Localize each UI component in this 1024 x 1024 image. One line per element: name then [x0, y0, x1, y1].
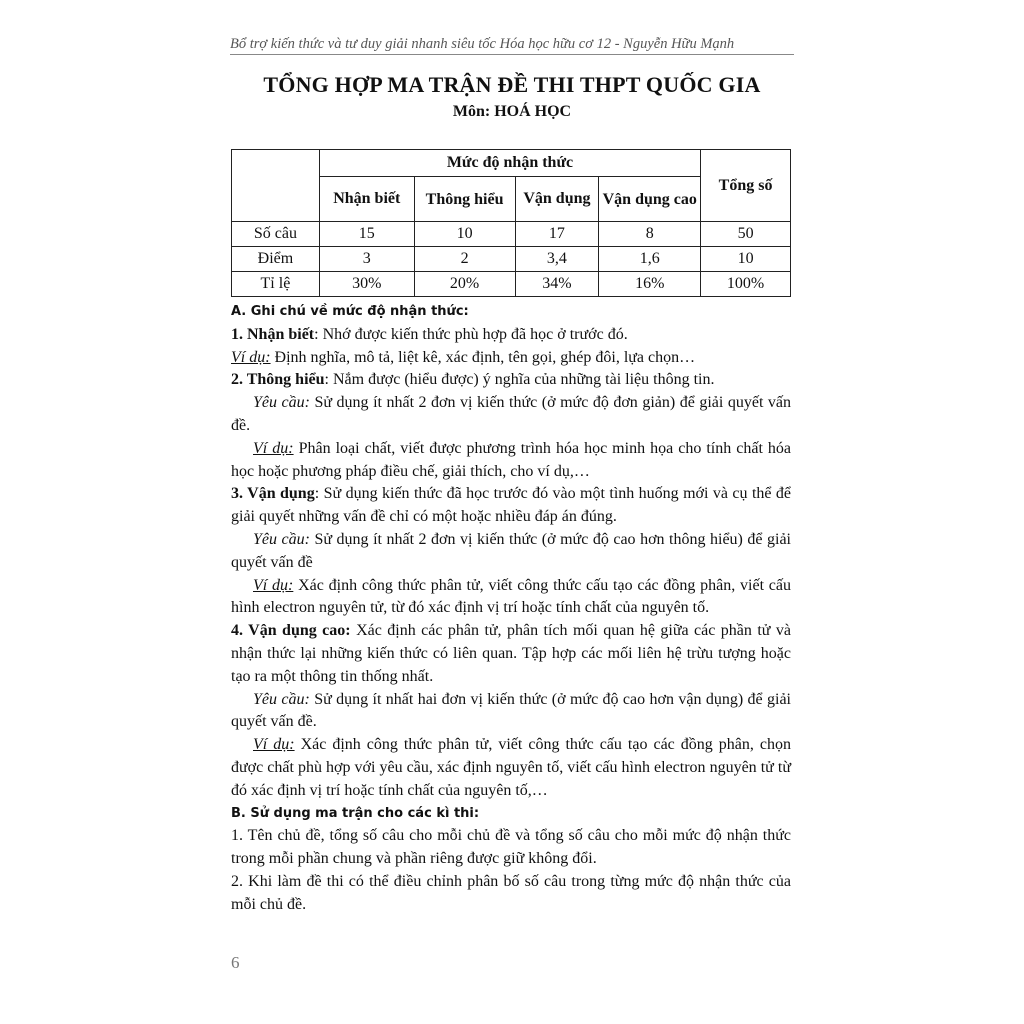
item-4-label: 4. Vận dụng cao:	[231, 622, 351, 640]
item-2-label: 2. Thông hiểu	[231, 371, 325, 389]
requirement-label: Yêu cầu:	[253, 530, 310, 548]
example-label: Ví dụ:	[253, 439, 294, 457]
table-row	[232, 247, 791, 272]
row-label: Tỉ lệ	[232, 272, 320, 297]
page-title: TỔNG HỢP MA TRẬN ĐỀ THI THPT QUỐC GIA	[263, 72, 761, 97]
column-header: Thông hiểu	[414, 177, 515, 222]
example-text: Xác định công thức phân tử, viết công thức cấu tạo các đồng phân, chọn được chất phù hợp với yêu cầu, xác định nguyên tố, viết cấu hình electron nguyên tử từ đó xác định vị trí hoặc tính chất của nguyên tố,…	[231, 736, 792, 799]
total-header-cell: Tổng số	[701, 150, 791, 222]
section-b-item-1: 1. Tên chủ đề, tổng số câu cho mỗi chủ đề và tổng số câu cho mỗi mức độ nhận thức trong mỗi phần chung và phần riêng được giữ không đổi.	[231, 827, 791, 868]
table-cell: 17	[515, 222, 599, 247]
row-label: Số câu	[232, 222, 320, 247]
item-3-label: 3. Vận dụng	[231, 485, 315, 503]
table-cell: 10	[701, 247, 791, 272]
table-row	[232, 222, 791, 247]
table-cell: 30%	[319, 272, 414, 297]
requirement-text: Sử dụng ít nhất hai đơn vị kiến thức (ở mức độ cao hơn vận dụng) để giải quyết vấn đề.	[231, 690, 791, 731]
group-header-cell: Mức độ nhận thức	[319, 150, 700, 177]
table-cell: 10	[414, 222, 515, 247]
item-2-requirement	[231, 392, 791, 438]
item-1-text: : Nhớ được kiến thức phù hợp đã học ở trước đó.	[314, 325, 628, 343]
item-4-paragraph	[231, 620, 791, 688]
item-4-requirement	[231, 689, 791, 735]
body-text	[231, 301, 791, 917]
requirement-label: Yêu cầu:	[253, 690, 310, 708]
item-1-label: 1. Nhận biết	[231, 325, 315, 343]
section-a-heading: A. Ghi chú về mức độ nhận thức:	[231, 304, 469, 319]
table-header-row	[232, 150, 791, 177]
item-3-requirement	[231, 529, 791, 575]
column-header: Vận dụng cao	[599, 177, 701, 222]
table-cell: 3	[319, 247, 414, 272]
example-label: Ví dụ:	[253, 576, 294, 594]
table-cell: 1,6	[599, 247, 701, 272]
item-4-text: Xác định các phân tử, phân tích mối quan hệ giữa các phần tử và nhận thức lại những kiến thức có liên quan. Tập hợp các mối liên hệ trừu tượng hoặc tạo ra một thông tin thống nhất.	[231, 622, 791, 685]
table-cell: 20%	[414, 272, 515, 297]
page-number: 6	[231, 953, 240, 972]
table-cell: 3,4	[515, 247, 599, 272]
item-3-example	[231, 575, 791, 621]
matrix-table	[231, 149, 791, 297]
item-1-paragraph	[231, 324, 791, 347]
table-cell: 8	[599, 222, 701, 247]
running-header: Bổ trợ kiến thức và tư duy giải nhanh siêu tốc Hóa học hữu cơ 12 - Nguyễn Hữu Mạnh	[230, 36, 735, 52]
table-cell: 2	[414, 247, 515, 272]
item-1-example	[231, 347, 791, 370]
table-cell: 16%	[599, 272, 701, 297]
item-2-example	[231, 438, 791, 484]
requirement-label: Yêu cầu:	[253, 394, 310, 412]
item-3-paragraph	[231, 483, 791, 529]
table-row	[232, 272, 791, 297]
section-b-heading: B. Sử dụng ma trận cho các kì thi:	[231, 805, 480, 821]
section-b-item-2: 2. Khi làm đề thi có thể điều chỉnh phân bố số câu trong từng mức độ nhận thức của mỗi chủ đề.	[231, 872, 791, 913]
row-label: Điểm	[232, 247, 320, 272]
page-subtitle: Môn: HOÁ HỌC	[452, 103, 572, 120]
item-2-text: : Nắm được (hiểu được) ý nghĩa của những tài liệu thông tin.	[324, 371, 715, 389]
item-2-paragraph	[231, 369, 791, 392]
requirement-text: Sử dụng ít nhất 2 đơn vị kiến thức (ở mức độ đơn giản) để giải quyết vấn đề.	[231, 394, 791, 434]
table-cell: 50	[701, 222, 791, 247]
example-label: Ví dụ:	[231, 348, 271, 366]
table-cell: 15	[319, 222, 414, 247]
example-text: Phân loại chất, viết được phương trình hóa học minh họa cho tính chất hóa học hoặc phương pháp điều chế, giải thích, cho ví dụ,…	[231, 439, 792, 480]
header-rule	[230, 54, 794, 55]
requirement-text: Sử dụng ít nhất 2 đơn vị kiến thức (ở mức độ cao hơn thông hiểu) để giải quyết vấn đề	[231, 530, 791, 571]
column-header: Vận dụng	[515, 177, 599, 222]
item-3-text: : Sử dụng kiến thức đã học trước đó vào một tình huống mới và cụ thể để giải quyết những vấn đề chỉ có một hoặc nhiều đáp án đúng.	[231, 485, 792, 526]
table-corner-cell	[232, 150, 320, 222]
item-4-example	[231, 734, 791, 802]
column-header: Nhận biết	[319, 177, 414, 222]
table-cell: 34%	[515, 272, 599, 297]
example-label: Ví dụ:	[253, 736, 295, 754]
table-cell: 100%	[701, 272, 791, 297]
example-text: Xác định công thức phân tử, viết công thức cấu tạo các đồng phân, viết cấu hình electron nguyên tử, từ đó xác định vị trí hoặc tính chất của nguyên tố.	[231, 576, 792, 617]
example-text: Định nghĩa, mô tả, liệt kê, xác định, tên gọi, ghép đôi, lựa chọn…	[270, 348, 696, 366]
